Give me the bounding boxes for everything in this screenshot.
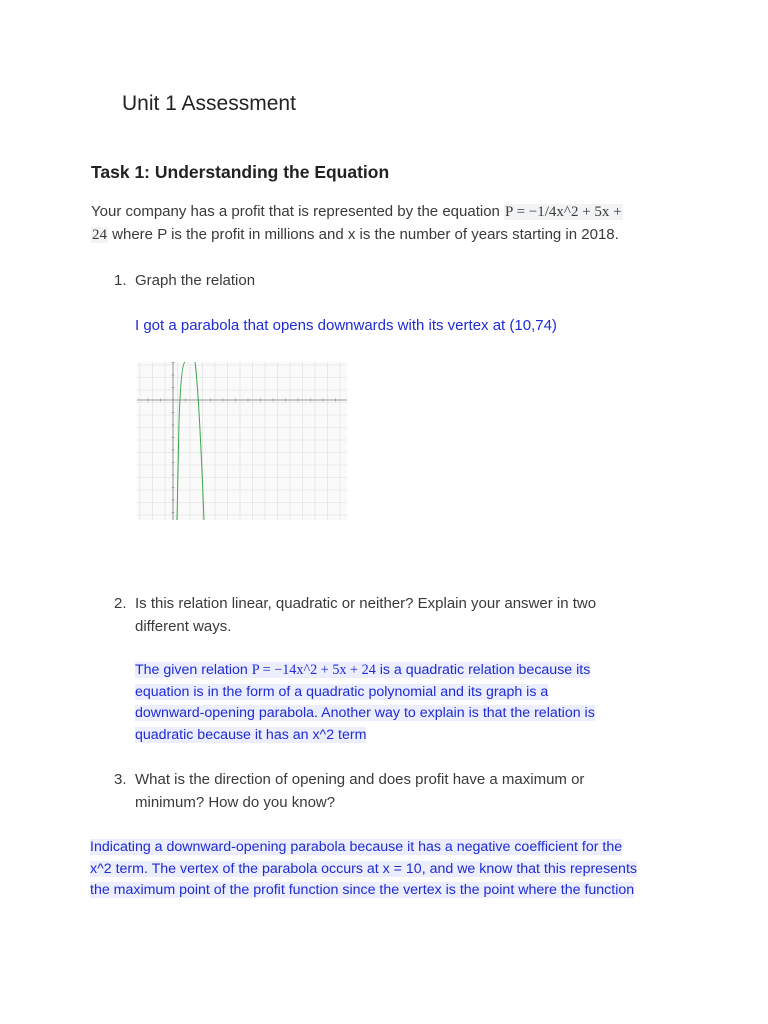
answer-3-line1: Indicating a downward-opening parabola because it has a negative coefficient for the <box>90 839 623 855</box>
question-text-line2: different ways. <box>135 617 232 635</box>
intro-text-before: Your company has a profit that is represented by the equation <box>91 203 505 220</box>
question-number: 3. <box>114 771 127 788</box>
graph-svg <box>137 362 347 520</box>
page-title: Unit 1 Assessment <box>122 92 296 115</box>
question-2 <box>114 593 674 639</box>
answer-2-line3: downward-opening parabola. Another way to explain is that the relation is <box>135 705 595 721</box>
question-text-line2: minimum? How do you know? <box>135 793 336 811</box>
question-number: 1. <box>114 272 127 289</box>
intro-paragraph <box>91 201 691 246</box>
answer-2-line1-post: is a quadratic relation because its <box>375 662 591 678</box>
question-text-line1: Is this relation linear, quadratic or neither? Explain your answer in two <box>135 595 597 612</box>
question-3 <box>114 769 674 815</box>
question-text-line1: What is the direction of opening and does profit have a maximum or <box>135 771 585 788</box>
answer-2-equation: P = −14x^2 + 5x + 24 <box>251 662 376 678</box>
answer-2 <box>135 660 675 746</box>
answer-2-line2: equation is in the form of a quadratic polynomial and its graph is a <box>135 683 549 700</box>
answer-3 <box>90 837 690 902</box>
question-1 <box>114 270 674 293</box>
answer-3-line3: the maximum point of the profit function since the vertex is the point where the function <box>90 882 635 898</box>
answer-1: I got a parabola that opens downwards with its vertex at (10,74) <box>135 317 557 334</box>
answer-2-line4: quadratic because it has an x^2 term <box>135 726 367 743</box>
equation-line1: P = −1/4x^2 + 5x + <box>505 204 622 220</box>
task-heading: Task 1: Understanding the Equation <box>91 162 390 182</box>
parabola-left-branch <box>177 362 185 520</box>
intro-text-after: where P is the profit in millions and x is the number of years starting in 2018. <box>108 225 619 243</box>
parabola-graph-image <box>137 362 347 520</box>
question-text: Graph the relation <box>135 272 256 289</box>
question-number: 2. <box>114 595 127 612</box>
answer-3-line2: x^2 term. The vertex of the parabola occurs at x = 10, and we know that this represents <box>90 860 637 877</box>
equation-line2: 24 <box>92 226 107 243</box>
answer-2-line1-pre: The given relation <box>135 662 252 678</box>
